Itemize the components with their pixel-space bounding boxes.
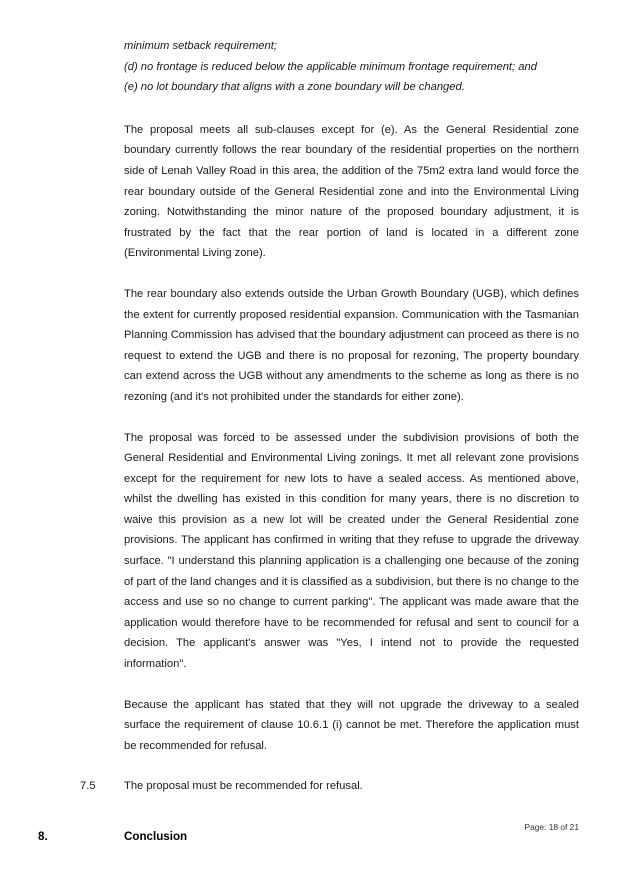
page-footer: Page: 18 of 21 [524, 822, 579, 832]
section-title: Conclusion [124, 830, 188, 843]
numbered-clause-7-5 [80, 776, 579, 797]
clause-line-e: (e) no lot boundary that aligns with a zone boundary will be changed. [124, 81, 465, 94]
clause-line-d: (d) no frontage is reduced below the applicable minimum frontage requirement; and [124, 60, 537, 73]
clause-number: 7.5 [80, 780, 96, 793]
paragraph-refusal-conclusion: Because the applicant has stated that they will not upgrade the driveway to a sealed surface the requirement of clause 10.6.1 (i) cannot be met. Therefore the application must be recommended for refusal. [124, 698, 579, 752]
page-content [38, 36, 579, 847]
section-heading-conclusion [38, 827, 579, 847]
clause-text: The proposal must be recommended for refusal. [124, 780, 363, 793]
paragraph-urban-growth-boundary: The rear boundary also extends outside the Urban Growth Boundary (UGB), which defines the extent for currently proposed residential expansion. Communication with the Tasmanian Planning Commission has advised that the boundary adjustment can proceed as there is no request to extend the UGB and there is no proposal for rezoning, The property boundary can extend across the UGB without any amendments to the scheme as long as there is no rezoning (and it's not prohibited under the standards for either zone). [124, 287, 579, 403]
section-number: 8. [38, 830, 48, 843]
paragraph-subdivision-assessment: The proposal was forced to be assessed under the subdivision provisions of both the General Residential and Environmental Living zonings. It met all relevant zone provisions except for the requirement for new lots to have a sealed access. As mentioned above, whilst the dwelling has existed in this condition for many years, there is no discretion to waive this provision as a new lot will be created under the General Residential zone provisions. The applicant has confirmed in writing that they refuse to upgrade the driveway surface. "I understand this planning application is a challenging one because of the zoning of part of the land changes and it is classified as a subdivision, but there is no change to the access and use so no change to current parking". The applicant was made aware that the application would therefore have to be recommended for refusal and sent to council for a decision. The applicant's answer was "Yes, I intend not to provide the requested information". [124, 431, 579, 671]
clause-list [124, 36, 579, 98]
clause-line-c: minimum setback requirement; [124, 40, 277, 52]
paragraph-proposal-sub-clauses: The proposal meets all sub-clauses except for (e). As the General Residential zone boundary currently follows the rear boundary of the residential properties on the northern side of Lenah Valley Road in this area, the addition of the 75m2 extra land would force the rear boundary outside of the General Residential zone and into the Environmental Living zoning. Notwithstanding the minor nature of the proposed boundary adjustment, it is frustrated by the fact that the rear portion of land is located in a different zone (Environmental Living zone). [124, 123, 579, 260]
